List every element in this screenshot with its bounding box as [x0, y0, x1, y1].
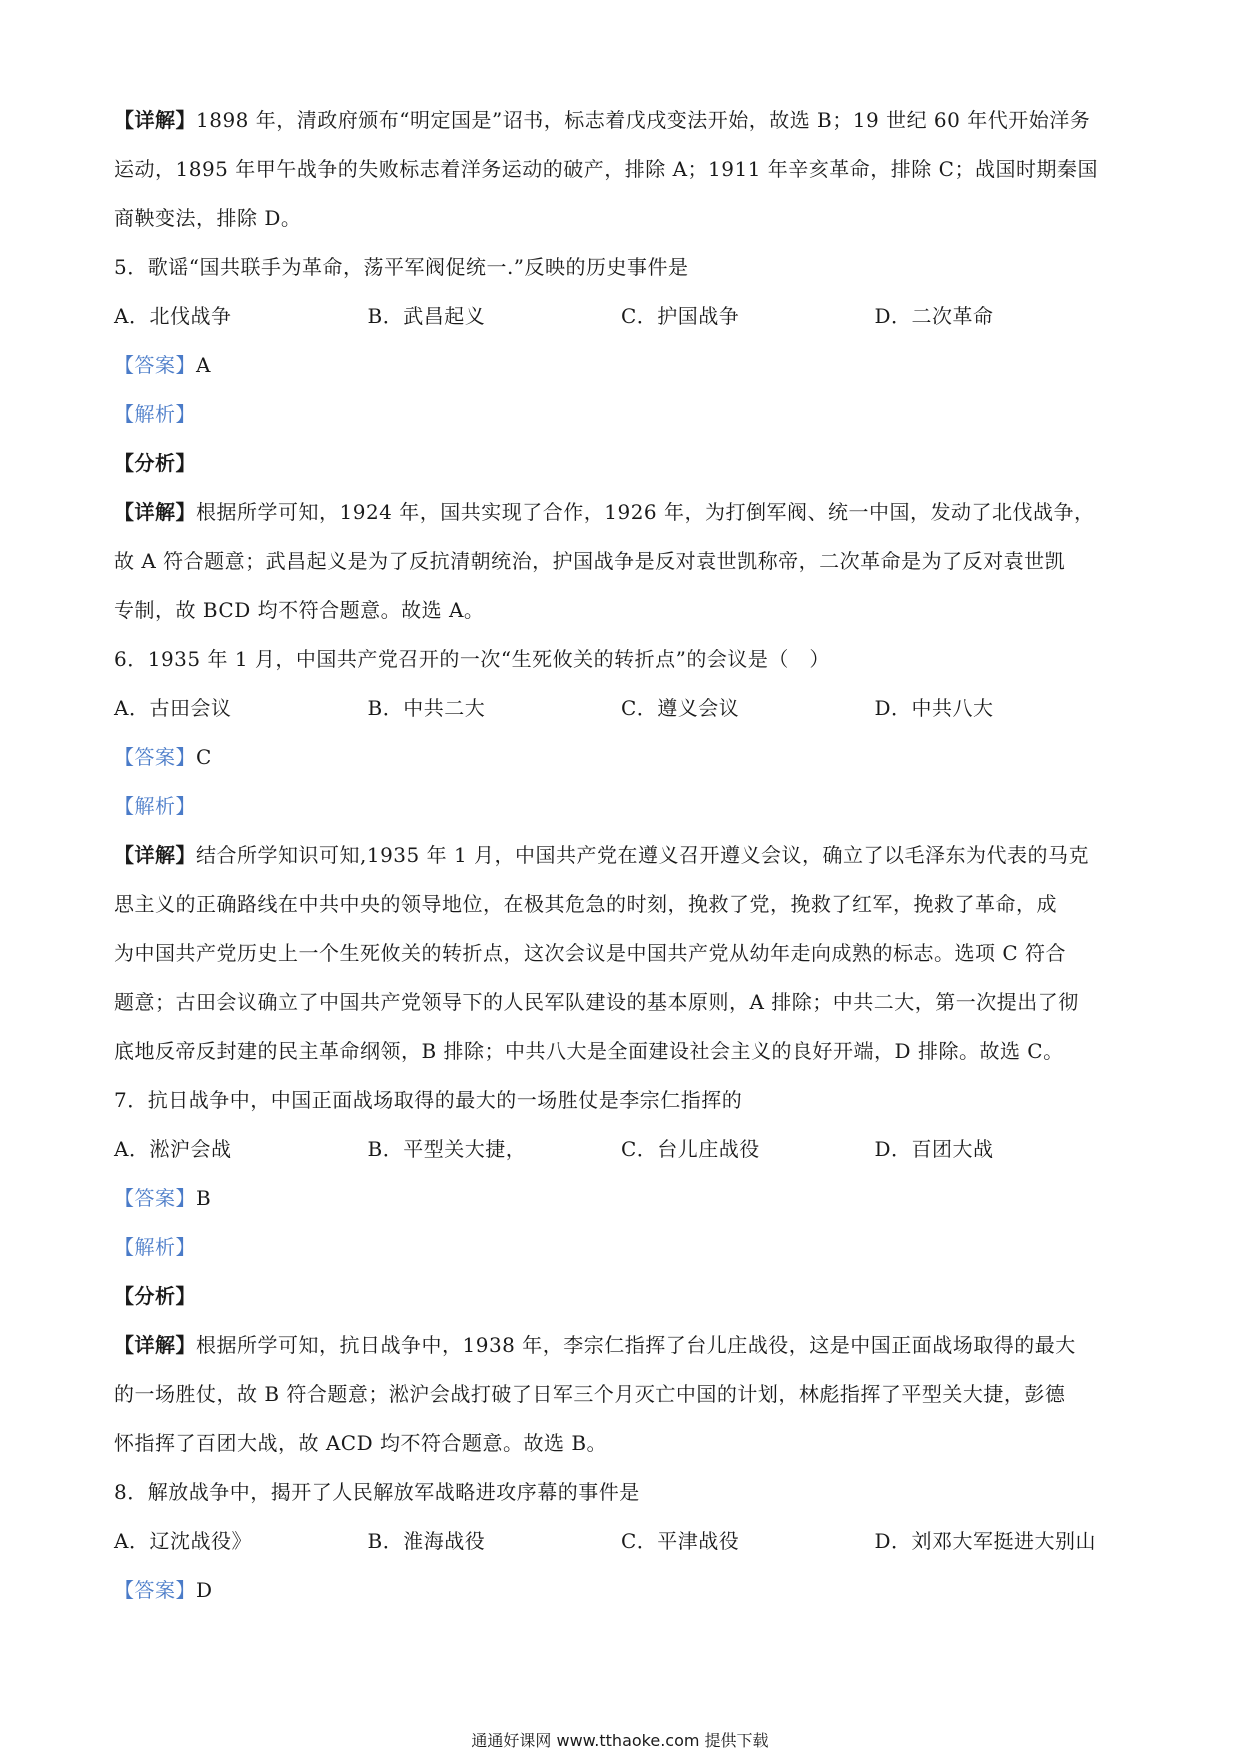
analysis-tag: 【解析】 — [114, 402, 196, 426]
question-8-answer — [114, 1566, 1128, 1615]
answer-value: D — [196, 1578, 213, 1602]
question-6-options — [114, 684, 1128, 733]
fenxi-tag: 【分析】 — [114, 1284, 196, 1308]
question-5-detail — [114, 488, 1128, 635]
analysis-tag: 【解析】 — [114, 1235, 196, 1259]
question-6-stem: 6．1935 年 1 月，中国共产党召开的一次“生死攸关的转折点”的会议是（ ） — [114, 647, 830, 671]
detail-text: 商鞅变法，排除 D。 — [114, 206, 302, 230]
answer-tag: 【答案】 — [114, 1186, 196, 1210]
detail-text: 怀指挥了百团大战，故 ACD 均不符合题意。故选 B。 — [114, 1431, 608, 1455]
question-5-stem: 5．歌谣“国共联手为革命，荡平军阀促统一.”反映的历史事件是 — [114, 255, 689, 279]
answer-value: C — [196, 745, 212, 769]
detail-tag: 【详解】 — [114, 108, 196, 132]
question-7-answer — [114, 1174, 1128, 1223]
detail-text: 思主义的正确路线在中共中央的领导地位，在极其危急的时刻，挽救了党，挽救了红军，挽救了革命，成 — [114, 892, 1057, 916]
option-d: D．中共八大 — [874, 696, 994, 720]
answer-value: B — [196, 1186, 212, 1210]
detail-text: 为中国共产党历史上一个生死攸关的转折点，这次会议是中国共产党从幼年走向成熟的标志。选项 C 符合 — [114, 941, 1067, 965]
option-b: B．淮海战役 — [367, 1529, 486, 1553]
question-6-answer — [114, 733, 1128, 782]
option-b: B．武昌起义 — [367, 304, 486, 328]
option-c: C．台儿庄战役 — [621, 1137, 760, 1161]
question-7-detail — [114, 1321, 1128, 1468]
detail-text: 根据所学可知，抗日战争中，1938 年，李宗仁指挥了台儿庄战役，这是中国正面战场取得的最大 — [196, 1333, 1076, 1357]
detail-text: 底地反帝反封建的民主革命纲领，B 排除；中共八大是全面建设社会主义的良好开端，D 排除。故选 C。 — [114, 1039, 1064, 1063]
answer-tag: 【答案】 — [114, 745, 196, 769]
detail-tag: 【详解】 — [114, 1333, 196, 1357]
detail-text: 的一场胜仗，故 B 符合题意；淞沪会战打破了日军三个月灭亡中国的计划，林彪指挥了平型关大捷，彭德 — [114, 1382, 1066, 1406]
option-a: A．古田会议 — [114, 696, 232, 720]
analysis-tag: 【解析】 — [114, 794, 196, 818]
question-5-fenxi — [114, 439, 1128, 488]
detail-text: 专制，故 BCD 均不符合题意。故选 A。 — [114, 598, 485, 622]
detail-text: 题意；古田会议确立了中国共产党领导下的人民军队建设的基本原则，A 排除；中共二大，第一次提出了彻 — [114, 990, 1079, 1014]
option-c: C．遵义会议 — [621, 696, 740, 720]
question-6-detail — [114, 831, 1128, 1076]
page-footer: 通通好课网 www.tthaoke.com 提供下载 — [471, 1731, 769, 1750]
option-a: A．北伐战争 — [114, 304, 232, 328]
option-d: D．刘邓大军挺进大别山 — [874, 1529, 1097, 1553]
document-page — [114, 96, 1128, 1615]
question-7-fenxi — [114, 1272, 1128, 1321]
option-a: A．淞沪会战 — [114, 1137, 232, 1161]
intro-detail — [114, 96, 1128, 243]
option-c: C．平津战役 — [621, 1529, 740, 1553]
detail-tag: 【详解】 — [114, 843, 196, 867]
question-5-answer — [114, 341, 1128, 390]
question-6-analysis — [114, 782, 1128, 831]
detail-text: 根据所学可知，1924 年，国共实现了合作，1926 年，为打倒军阀、统一中国，发动了北伐战争， — [196, 500, 1095, 524]
answer-tag: 【答案】 — [114, 1578, 196, 1602]
answer-value: A — [196, 353, 211, 377]
option-a: A．辽沈战役》 — [114, 1529, 252, 1553]
answer-tag: 【答案】 — [114, 353, 196, 377]
detail-text: 结合所学知识可知,1935 年 1 月，中国共产党在遵义召开遵义会议，确立了以毛泽东为代表的马克 — [196, 843, 1090, 867]
fenxi-tag: 【分析】 — [114, 451, 196, 475]
detail-text: 运动，1895 年甲午战争的失败标志着洋务运动的破产，排除 A；1911 年辛亥革命，排除 C；战国时期秦国 — [114, 157, 1098, 181]
detail-text: 故 A 符合题意；武昌起义是为了反抗清朝统治，护国战争是反对袁世凯称帝，二次革命是为了反对袁世凯 — [114, 549, 1066, 573]
option-c: C．护国战争 — [621, 304, 740, 328]
detail-text: 1898 年，清政府颁布“明定国是”诏书，标志着戊戌变法开始，故选 B；19 世纪 60 年代开始洋务 — [196, 108, 1091, 132]
question-8-options — [114, 1517, 1128, 1566]
option-d: D．二次革命 — [874, 304, 994, 328]
option-b: B．平型关大捷， — [367, 1137, 527, 1161]
option-b: B．中共二大 — [367, 696, 486, 720]
question-8-stem: 8．解放战争中，揭开了人民解放军战略进攻序幕的事件是 — [114, 1480, 640, 1504]
question-5-analysis — [114, 390, 1128, 439]
question-7-options — [114, 1125, 1128, 1174]
question-7-analysis — [114, 1223, 1128, 1272]
detail-tag: 【详解】 — [114, 500, 196, 524]
question-5-options — [114, 292, 1128, 341]
option-d: D．百团大战 — [874, 1137, 994, 1161]
question-7-stem: 7．抗日战争中，中国正面战场取得的最大的一场胜仗是李宗仁指挥的 — [114, 1088, 743, 1112]
